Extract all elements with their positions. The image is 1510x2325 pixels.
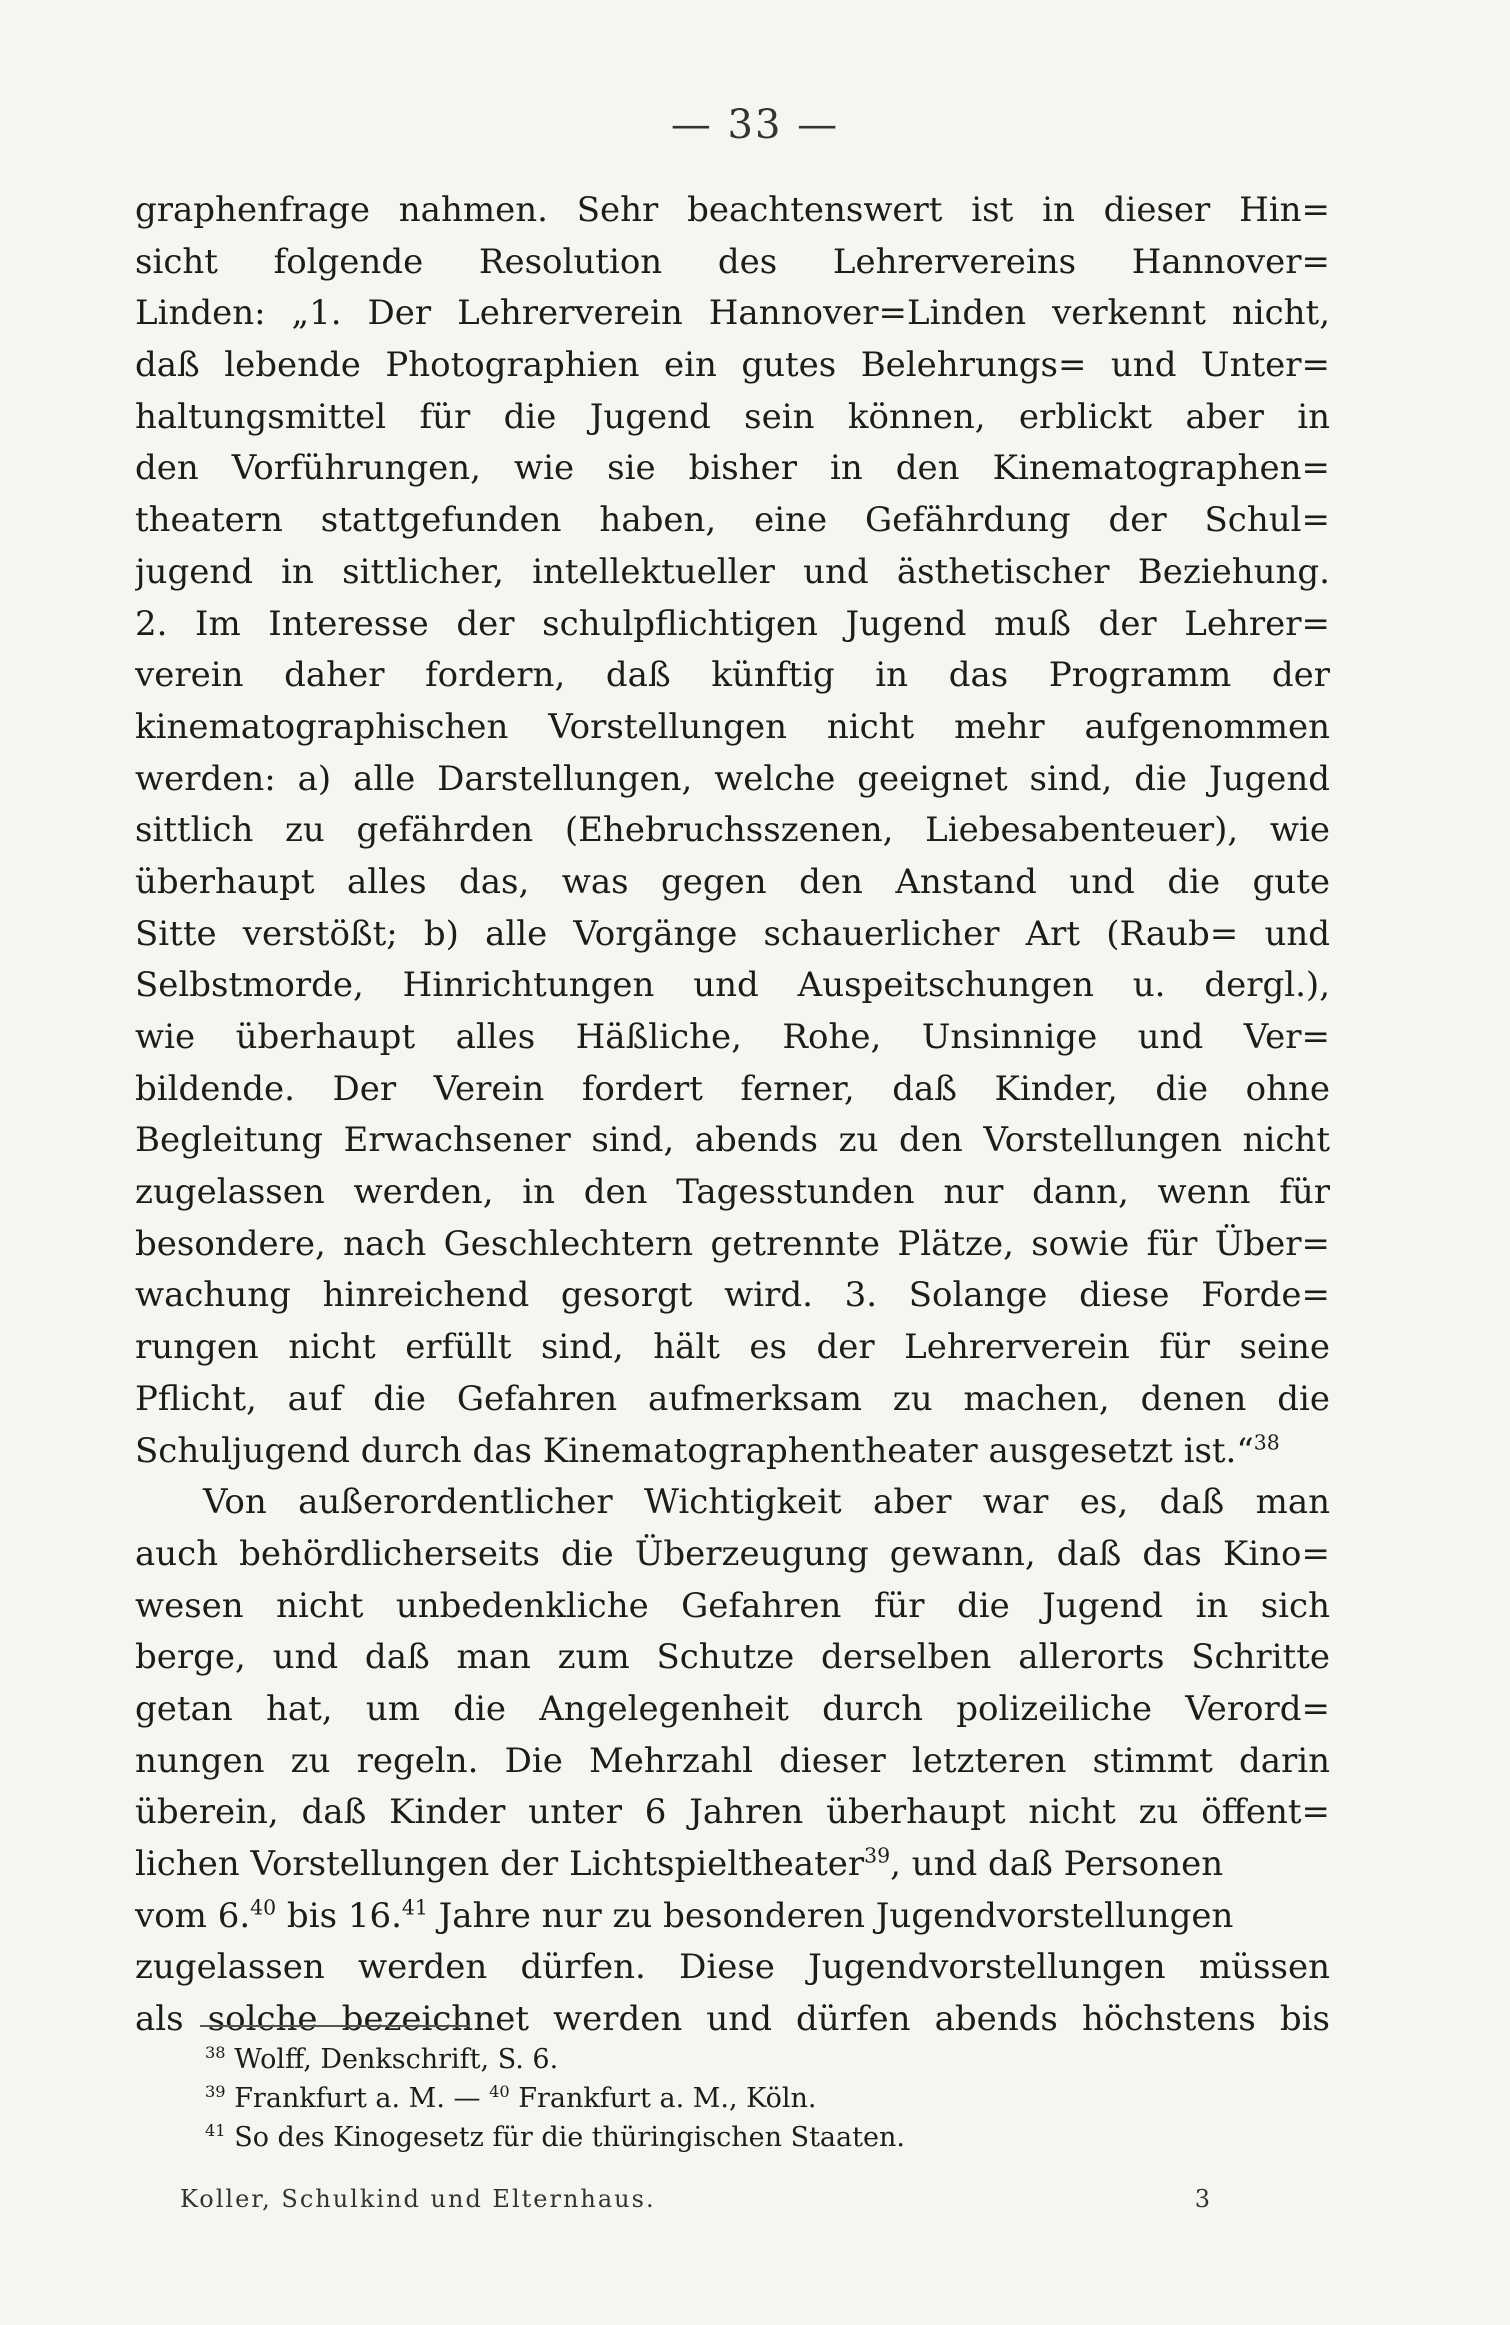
text-line: sicht folgende Resolution des Lehrervereins Hannover= — [135, 241, 1330, 282]
body-text — [135, 185, 1330, 2046]
text-line: den Vorführungen, wie sie bisher in den Kinematographen= — [135, 448, 1330, 489]
text-line: überein, daß Kinder unter 6 Jahren überhaupt nicht zu öffent= — [135, 1792, 1330, 1833]
text-line: kinematographischen Vorstellungen nicht mehr aufgenommen — [135, 706, 1330, 747]
text-line — [135, 1426, 1330, 1478]
text-line: wie überhaupt alles Häßliche, Rohe, Unsinnige und Ver= — [135, 1017, 1330, 1057]
text-line-content: Jahre nur zu besonderen Jugendvorstellungen — [427, 1895, 1234, 1936]
text-line: besondere, nach Geschlechtern getrennte Plätze, sowie für Über= — [135, 1223, 1330, 1264]
footnote — [205, 2118, 1205, 2157]
footnotes — [205, 2040, 1205, 2157]
footnote-divider — [200, 2025, 470, 2027]
text-line: haltungsmittel für die Jugend sein können, erblickt aber in — [135, 396, 1330, 437]
text-line: zugelassen werden dürfen. Diese Jugendvorstellungen müssen — [135, 1947, 1330, 1988]
text-line: theatern stattgefunden haben, eine Gefährdung der Schul= — [135, 500, 1330, 541]
footnote-text: Frankfurt a. M. — — [234, 2083, 490, 2114]
text-line: bildende. Der Verein fordert ferner, daß Kinder, die ohne — [135, 1068, 1330, 1109]
text-line: berge, und daß man zum Schutze derselben allerorts Schritte — [135, 1637, 1330, 1678]
text-line: überhaupt alles das, was gegen den Anstand und die gute — [135, 861, 1330, 902]
text-line: getan hat, um die Angelegenheit durch polizeiliche Verord= — [135, 1688, 1330, 1729]
text-line-content: vom 6. — [135, 1895, 251, 1936]
footnote-number: 38 — [205, 2043, 226, 2062]
text-line: werden: a) alle Darstellungen, welche geeignet sind, die Jugend — [135, 758, 1330, 799]
text-line: 2. Im Interesse der schulpflichtigen Jugend muß der Lehrer= — [135, 603, 1330, 644]
text-line: sittlich zu gefährden (Ehebruchsszenen, Liebesabenteuer), wie — [135, 810, 1330, 851]
footnote — [205, 2079, 1205, 2118]
footnote-number: 40 — [489, 2082, 510, 2101]
text-line: jugend in sittlicher, intellektueller und ästhetischer Beziehung. — [135, 551, 1330, 592]
text-line: rungen nicht erfüllt sind, hält es der Lehrerverein für seine — [135, 1327, 1330, 1368]
text-line: wesen nicht unbedenkliche Gefahren für die Jugend in sich — [135, 1585, 1330, 1626]
text-line: Begleitung Erwachsener sind, abends zu den Vorstellungen nicht — [135, 1120, 1330, 1161]
footnote-text: Wolff, Denkschrift, S. 6. — [234, 2044, 559, 2075]
page-number: — 33 — — [670, 102, 840, 148]
footer-title: Koller, Schulkind und Elternhaus. — [180, 2185, 656, 2213]
text-line: graphenfrage nahmen. Sehr beachtenswert ist in dieser Hin= — [135, 190, 1330, 230]
footnote-text: So des Kinogesetz für die thüringischen Staaten. — [234, 2122, 905, 2153]
text-line: wachung hinreichend gesorgt wird. 3. Solange diese Forde= — [135, 1275, 1330, 1316]
footnote-text: Frankfurt a. M., Köln. — [518, 2083, 817, 2114]
text-line: nungen zu regeln. Die Mehrzahl dieser letzteren stimmt darin — [135, 1740, 1330, 1781]
text-line: Selbstmorde, Hinrichtungen und Auspeitschungen u. dergl.), — [135, 965, 1330, 1006]
page-footer — [180, 2185, 1210, 2213]
text-line — [135, 1839, 1330, 1891]
footnote-ref: 41 — [401, 1895, 428, 1920]
footnote-ref: 39 — [864, 1843, 891, 1868]
text-line-content: , und daß Personen — [890, 1844, 1224, 1885]
text-line: zugelassen werden, in den Tagesstunden nur dann, wenn für — [135, 1172, 1330, 1213]
text-line: als solche bezeichnet werden und dürfen abends höchstens bis — [135, 1999, 1330, 2040]
footnote-number: 41 — [205, 2121, 226, 2140]
text-line: daß lebende Photographien ein gutes Belehrungs= und Unter= — [135, 345, 1330, 386]
text-line-content: bis 16. — [276, 1895, 402, 1936]
text-line-content: Schuljugend durch das Kinematographentheater ausgesetzt ist.“ — [135, 1430, 1254, 1471]
text-line: auch behördlicherseits die Überzeugung gewann, daß das Kino= — [135, 1533, 1330, 1574]
signature-mark: 3 — [1194, 2185, 1210, 2213]
text-line: Linden: „1. Der Lehrerverein Hannover=Linden verkennt nicht, — [135, 293, 1330, 334]
footnote-number: 39 — [205, 2082, 226, 2101]
text-line: Pflicht, auf die Gefahren aufmerksam zu machen, denen die — [135, 1378, 1330, 1419]
text-line: verein daher fordern, daß künftig in das Programm der — [135, 655, 1330, 696]
text-line-content: lichen Vorstellungen der Lichtspieltheater — [135, 1844, 865, 1885]
text-line: Sitte verstößt; b) alle Vorgänge schauerlicher Art (Raub= und — [135, 913, 1330, 954]
text-line: Von außerordentlicher Wichtigkeit aber war es, daß man — [203, 1482, 1330, 1523]
footnote — [205, 2040, 1205, 2079]
text-line — [135, 1891, 1330, 1943]
footnote-ref: 40 — [250, 1895, 277, 1920]
footnote-ref: 38 — [1253, 1430, 1280, 1455]
